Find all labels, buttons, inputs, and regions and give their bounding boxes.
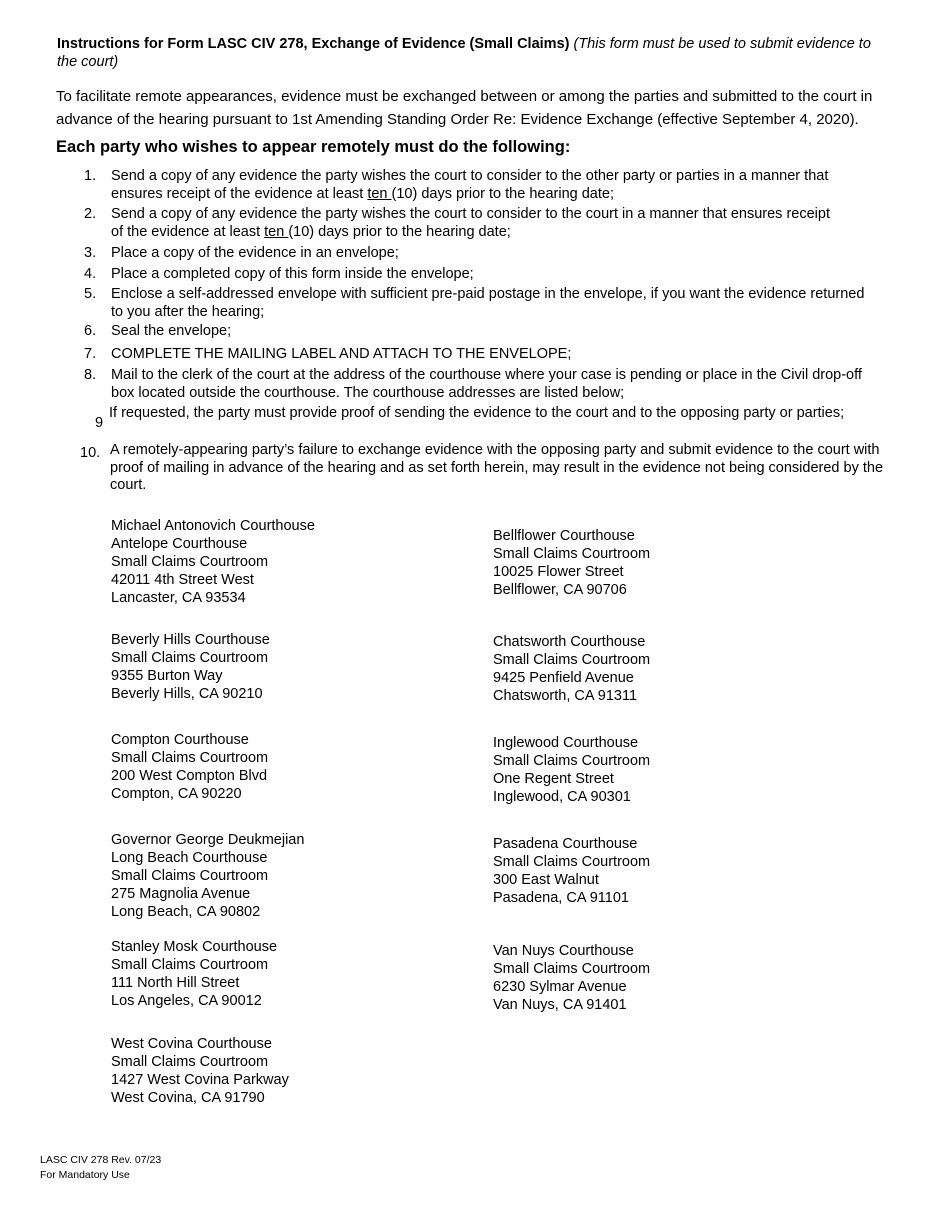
form-use-note: For Mandatory Use (40, 1169, 130, 1181)
step-number: 6. (84, 323, 97, 339)
address-compton: Compton Courthouse Small Claims Courtroom 200 West Compton Blvd Compton, CA 90220 (111, 732, 269, 802)
step-number: 7. (84, 346, 97, 362)
title-bold: Instructions for Form LASC CIV 278, Exchange of Evidence (Small Claims) (57, 36, 570, 52)
step-7: COMPLETE THE MAILING LABEL AND ATTACH TO THE ENVELOPE; (111, 346, 572, 362)
step-number: 1. (84, 168, 97, 184)
step-number: 3. (84, 245, 97, 261)
address-antelope: Michael Antonovich Courthouse Antelope Courthouse Small Claims Courtroom 42011 4th Street West Lancaster, CA 93534 (111, 518, 315, 606)
step-2: Send a copy of any evidence the party wishes the court to consider to the court in a manner that ensures receipt of the evidence at least ten (10) days prior to the hearing date; (111, 206, 830, 240)
address-van-nuys: Van Nuys Courthouse Small Claims Courtroom 6230 Sylmar Avenue Van Nuys, CA 91401 (493, 943, 651, 1013)
step-number: 8. (84, 367, 97, 383)
step-5: Enclose a self-addressed envelope with sufficient pre-paid postage in the envelope, if you want the evidence returned to you after the hearing; (111, 286, 865, 320)
address-pasadena: Pasadena Courthouse Small Claims Courtroom 300 East Walnut Pasadena, CA 91101 (493, 836, 651, 906)
step-3: Place a copy of the evidence in an envelope; (111, 245, 399, 261)
address-bellflower: Bellflower Courthouse Small Claims Courtroom 10025 Flower Street Bellflower, CA 90706 (493, 528, 651, 598)
step-10: A remotely-appearing party’s failure to exchange evidence with the opposing party and submit evidence to the court with proof of mailing in advance of the hearing and as set forth herein, may result in the evidence not being considered by the court. (110, 442, 884, 493)
step-8: Mail to the clerk of the court at the address of the courthouse where your case is pending or place in the Civil drop-off box located outside the courthouse. The courthouse addresses are listed below; (111, 367, 862, 401)
step-number: 4. (84, 266, 97, 282)
step-number: 5. (84, 286, 97, 302)
address-chatsworth: Chatsworth Courthouse Small Claims Courtroom 9425 Penfield Avenue Chatsworth, CA 91311 (493, 634, 651, 704)
address-long-beach: Governor George Deukmejian Long Beach Courthouse Small Claims Courtroom 275 Magnolia Avenue Long Beach, CA 90802 (111, 832, 305, 920)
step-4: Place a completed copy of this form inside the envelope; (111, 266, 474, 282)
step-9: If requested, the party must provide proof of sending the evidence to the court and to the opposing party or parties; (109, 405, 845, 421)
title-italic: (This form must be used to submit evidence to the court) (57, 36, 871, 70)
intro-paragraph: To facilitate remote appearances, evidence must be exchanged between or among the parties and submitted to the court in advance of the hearing pursuant to 1st Amending Standing Order Re: Evidence Exchange (effective September 4, 2020). (56, 88, 873, 128)
step-6: Seal the envelope; (111, 323, 232, 339)
footer (40, 1153, 161, 1183)
form-revision: LASC CIV 278 Rev. 07/23 (40, 1154, 162, 1166)
step-number: 2. (84, 206, 97, 222)
address-stanley-mosk: Stanley Mosk Courthouse Small Claims Courtroom 111 North Hill Street Los Angeles, CA 90012 (111, 939, 278, 1009)
address-inglewood: Inglewood Courthouse Small Claims Courtroom One Regent Street Inglewood, CA 90301 (493, 735, 651, 805)
address-west-covina: West Covina Courthouse Small Claims Courtroom 1427 West Covina Parkway West Covina, CA 91790 (111, 1036, 289, 1106)
document-title (57, 35, 887, 71)
steps-heading: Each party who wishes to appear remotely must do the following: (56, 138, 571, 156)
address-beverly-hills: Beverly Hills Courthouse Small Claims Courtroom 9355 Burton Way Beverly Hills, CA 90210 (111, 632, 270, 702)
step-1: Send a copy of any evidence the party wishes the court to consider to the other party or parties in a manner that ensures receipt of the evidence at least ten (10) days prior to the hearing date; (111, 168, 829, 202)
step-number: 10. (80, 445, 101, 461)
step-number: 9 (95, 415, 104, 431)
